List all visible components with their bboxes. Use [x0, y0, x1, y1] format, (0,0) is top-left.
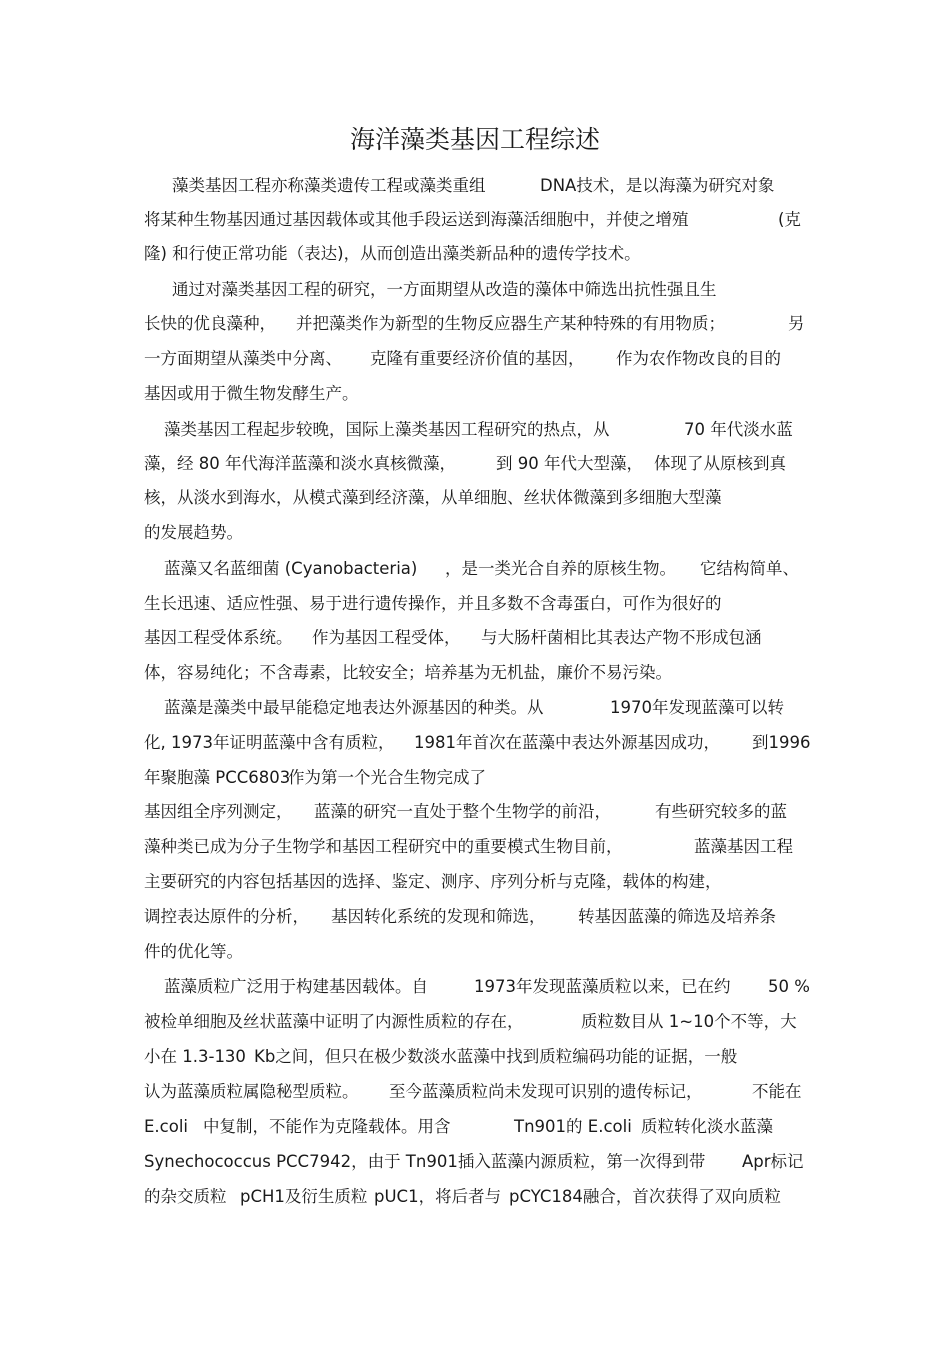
text-line [0, 310, 950, 338]
text-line [0, 450, 950, 478]
text-segment: Apr标记 [742, 1152, 804, 1171]
text-line [0, 1078, 950, 1106]
text-segment: 中复制，不能作为克隆载体。用含 [203, 1117, 451, 1136]
text-segment: 不能在 [752, 1082, 802, 1101]
text-segment: 50 % [768, 977, 810, 996]
text-segment: pUC1，将后者与 [374, 1187, 502, 1206]
text-segment: 与大肠杆菌相比其表达产物不形成包涵 [481, 628, 762, 647]
text-segment: pCYC184融合，首次获得了双向质粒 [509, 1187, 781, 1206]
text-segment: 长快的优良藻种， [144, 314, 276, 333]
text-segment: 核，从淡水到海水，从模式藻到经济藻，从单细胞、丝状体微藻到多细胞大型藻 [144, 488, 722, 507]
text-segment: 蓝藻是藻类中最早能稳定地表达外源基因的种类。从 [164, 698, 544, 717]
text-segment: pCH1及衍生质粒 [240, 1187, 368, 1206]
text-segment: 蓝藻基因工程 [694, 837, 793, 856]
text-segment: 的杂交质粒 [144, 1187, 227, 1206]
text-line [0, 345, 950, 373]
text-segment: 通过对藻类基因工程的研究，一方面期望从改造的藻体中筛选出抗性强且生 [172, 280, 717, 299]
text-segment: 藻，经 80 年代海洋蓝藻和淡水真核微藻， [144, 454, 456, 473]
page-title: 海洋藻类基因工程综述 [349, 125, 600, 154]
text-segment: 藻种类已成为分子生物学和基因工程研究中的重要模式生物目前， [144, 837, 623, 856]
text-segment: 1981年首次在蓝藻中表达外源基因成功， [414, 733, 720, 752]
text-line [0, 206, 950, 234]
text-line [0, 938, 950, 966]
text-segment: 到1996 [752, 733, 811, 752]
text-line [0, 590, 950, 618]
text-segment: 的发展趋势。 [144, 523, 243, 542]
text-segment: 作为农作物改良的目的 [616, 349, 781, 368]
text-segment: 70 年代淡水蓝 [684, 420, 793, 439]
text-line [0, 555, 950, 583]
text-segment: 基因或用于微生物发酵生产。 [144, 384, 359, 403]
text-line [0, 519, 950, 547]
text-segment: E.coli [144, 1117, 189, 1136]
text-line [0, 729, 950, 757]
text-line [0, 1043, 950, 1071]
text-segment: (克 [778, 210, 801, 229]
text-segment: 有些研究较多的蓝 [655, 802, 787, 821]
text-line [0, 172, 950, 200]
text-segment: 基因转化系统的发现和筛选， [331, 907, 546, 926]
text-line [0, 764, 950, 792]
text-segment: 转基因蓝藻的筛选及培养条 [578, 907, 776, 926]
text-segment: 化, 1973年证明蓝藻中含有质粒， [144, 733, 395, 752]
text-segment: 1970年发现蓝藻可以转 [610, 698, 784, 717]
text-line [0, 624, 950, 652]
text-segment: 年聚胞藻 PCC6803 [144, 768, 291, 787]
text-segment: 体现了从原核到真 [654, 454, 786, 473]
text-segment: 将某种生物基因通过基因载体或其他手段运送到海藻活细胞中，并使之增殖 [144, 210, 689, 229]
text-segment: 作为第一个光合生物完成了 [288, 768, 486, 787]
text-segment: 藻类基因工程起步较晚，国际上藻类基因工程研究的热点，从 [164, 420, 610, 439]
text-segment: 质粒数目从 1~10个不等，大 [581, 1012, 797, 1031]
text-line [0, 1113, 950, 1141]
text-segment: DNA技术，是以海藻为研究对象 [540, 176, 775, 195]
text-line [0, 240, 950, 268]
text-segment: 被检单细胞及丝状蓝藻中证明了内源性质粒的存在， [144, 1012, 524, 1031]
text-segment: Synechococcus PCC7942，由于 Tn901插入蓝藻内源质粒，第一次得到带 [144, 1152, 706, 1171]
text-line [0, 484, 950, 512]
text-line [0, 1148, 950, 1176]
text-segment: 蓝藻又名蓝细菌 (Cyanobacteria) [164, 559, 418, 578]
text-segment: 至今蓝藻质粒尚未发现可识别的遗传标记， [389, 1082, 703, 1101]
text-line [0, 694, 950, 722]
text-segment: 蓝藻的研究一直处于整个生物学的前沿， [314, 802, 611, 821]
text-segment: 蓝藻质粒广泛用于构建基因载体。自 [164, 977, 428, 996]
text-segment: ，是一类光合自养的原核生物。 [445, 559, 676, 578]
text-segment: 小在 1.3-130 [144, 1047, 246, 1066]
text-line [0, 903, 950, 931]
text-segment: Tn901的 E.coli [514, 1117, 632, 1136]
text-segment: 体，容易纯化；不含毒素，比较安全；培养基为无机盐，廉价不易污染。 [144, 663, 672, 682]
text-segment: 认为蓝藻质粒属隐秘型质粒。 [144, 1082, 359, 1101]
text-line [0, 380, 950, 408]
text-line [0, 798, 950, 826]
text-segment: 并把藻类作为新型的生物反应器生产某种特殊的有用物质； [296, 314, 725, 333]
text-segment: 克隆有重要经济价值的基因， [370, 349, 585, 368]
text-segment: 1973年发现蓝藻质粒以来，已在约 [474, 977, 731, 996]
text-segment: 另 [788, 314, 805, 333]
text-segment: 生长迅速、适应性强、易于进行遗传操作，并且多数不含毒蛋白，可作为很好的 [144, 594, 722, 613]
text-line [0, 276, 950, 304]
text-segment: 作为基因工程受体， [312, 628, 461, 647]
text-segment: Kb之间，但只在极少数淡水蓝藻中找到质粒编码功能的证据，一般 [254, 1047, 738, 1066]
text-line [0, 868, 950, 896]
text-line [0, 833, 950, 861]
text-line [0, 416, 950, 444]
text-segment: 主要研究的内容包括基因的选择、鉴定、测序、序列分析与克隆，载体的构建， [144, 872, 722, 891]
text-segment: 基因组全序列测定， [144, 802, 293, 821]
text-segment: 到 90 年代大型藻， [496, 454, 643, 473]
text-segment: 质粒转化淡水蓝藻 [641, 1117, 773, 1136]
text-segment: 它结构简单、 [700, 559, 799, 578]
text-line [0, 659, 950, 687]
text-line [0, 1008, 950, 1036]
text-line [0, 1183, 950, 1211]
text-line [0, 973, 950, 1001]
text-segment: 一方面期望从藻类中分离、 [144, 349, 342, 368]
text-segment: 基因工程受体系统。 [144, 628, 293, 647]
text-segment: 藻类基因工程亦称藻类遗传工程或藻类重组 [172, 176, 486, 195]
text-segment: 件的优化等。 [144, 942, 243, 961]
text-segment: 调控表达原件的分析， [144, 907, 309, 926]
text-segment: 隆) 和行使正常功能（表达)，从而创造出藻类新品种的遗传学技术。 [144, 244, 641, 263]
